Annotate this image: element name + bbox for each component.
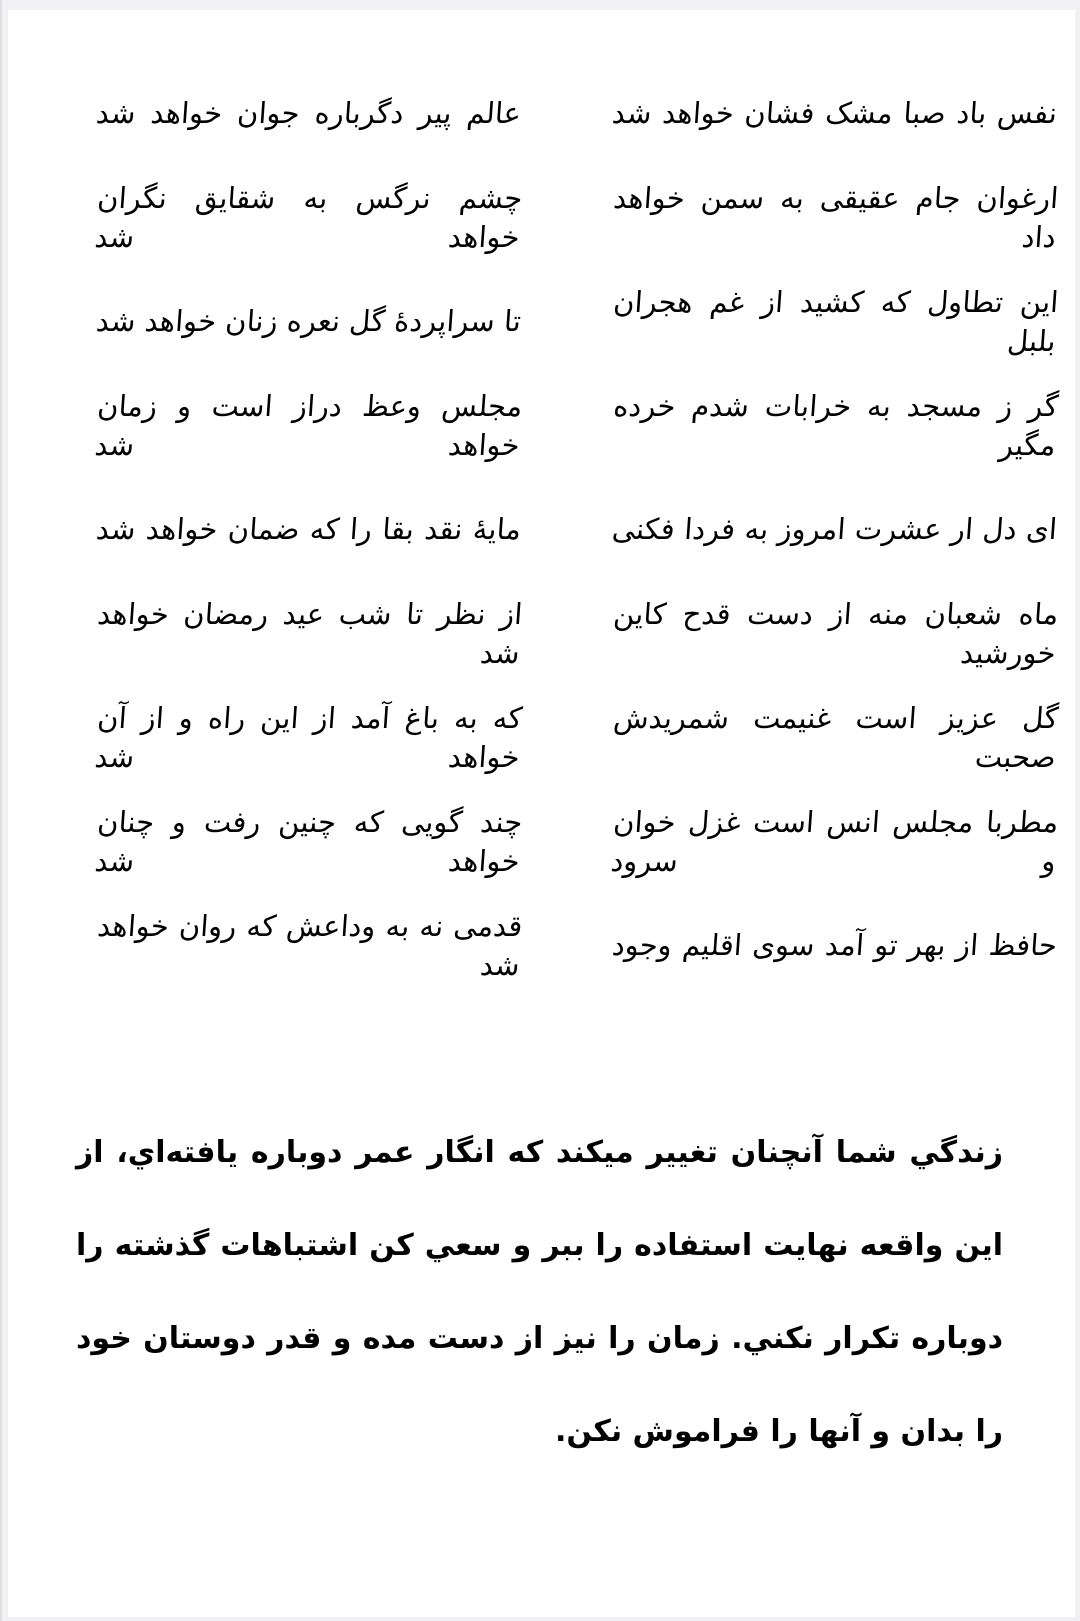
hemistich-first: ای دل ار عشرت امروز به فردا فکنی [610,512,1059,547]
hemistich-second: عالم پیر دگرباره جوان خواهد شد [94,96,523,131]
hemistich-first: گر ز مسجد به خرابات شدم خرده مگیر [612,388,1060,462]
hemistich-first: گل عزیز است غنیمت شمریدش صحبت [612,700,1060,774]
interpretation-section [8,1106,1075,1478]
couplet-row [96,478,1057,582]
interpretation-line: زندگي شما آنچنان تغيير ميكند كه انگار عمر دوباره يافته‌اي، از [76,1135,1003,1170]
hemistich-first: حافظ از بهر تو آمد سوی اقلیم وجود [610,928,1059,963]
couplet-row [93,790,1060,894]
hemistich-second: از نظر تا شب عید رمضان خواهد شد [96,596,524,670]
couplet-row [93,686,1060,790]
hemistich-first: این تطاول که کشید از غم هجران بلبل [612,284,1060,358]
couplet-row [96,62,1057,166]
couplet-row [93,374,1060,478]
hemistich-second: چند گویی که چنین رفت و چنان خواهد شد [93,804,524,878]
couplet-row [96,894,1057,998]
ghazal-section [8,10,1075,998]
interpretation-line: را بدان و آنها را فراموش نكن. [555,1414,1003,1449]
document-page [8,10,1075,1617]
hemistich-first: مطربا مجلس انس است غزل خوان و سرود [609,804,1060,878]
hemistich-second: مجلس وعظ دراز است و زمان خواهد شد [93,388,524,462]
hemistich-first: نفس باد صبا مشک فشان خواهد شد [610,96,1059,131]
hemistich-second: مایهٔ نقد بقا را که ضمان خواهد شد [94,512,523,547]
hemistich-second: قدمی نه به وداعش که روان خواهد شد [96,908,524,982]
interpretation-line: دوباره تكرار نكني. زمان را نيز از دست مده و قدر دوستان خود [76,1321,1003,1356]
couplet-row [94,270,1060,374]
hemistich-second: چشم نرگس به شقایق نگران خواهد شد [93,180,524,254]
hemistich-second: که به باغ آمد از این راه و از آن خواهد شد [93,700,524,774]
couplet-row [93,166,1060,270]
hemistich-first: ارغوان جام عقیقی به سمن خواهد داد [612,180,1060,254]
interpretation-line: اين واقعه نهايت استفاده را ببر و سعي كن اشتباهات گذشته را [76,1228,1003,1263]
hemistich-first: ماه شعبان منه از دست قدح کاین خورشید [612,596,1060,670]
hemistich-second: تا سراپردهٔ گل نعره زنان خواهد شد [94,304,523,339]
couplet-row [96,582,1060,686]
